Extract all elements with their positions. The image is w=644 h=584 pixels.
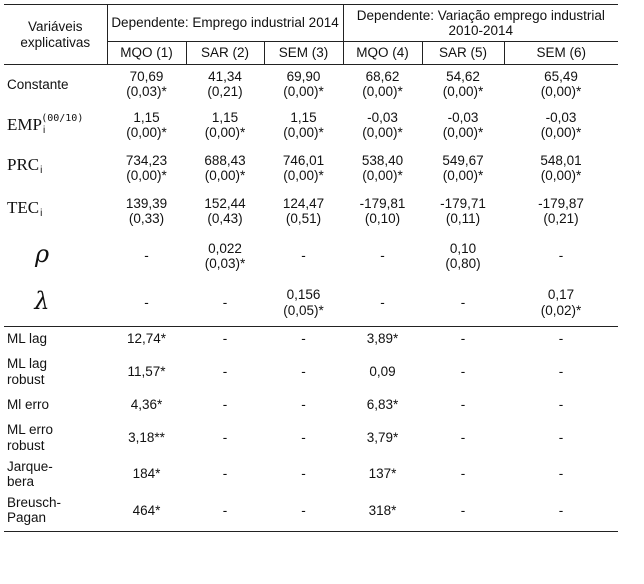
coef-value: 54,62 bbox=[446, 68, 480, 84]
coef-value: 68,62 bbox=[365, 68, 400, 84]
model-header-3: SEM (3) bbox=[264, 42, 343, 65]
coef-cell bbox=[422, 280, 504, 327]
model-header-4: MQO (4) bbox=[343, 42, 422, 65]
coef-value: 549,67 bbox=[442, 152, 484, 168]
coef-row bbox=[4, 280, 618, 327]
test-value: - bbox=[186, 490, 264, 532]
coef-cell bbox=[343, 147, 422, 190]
pvalue: (0,00)* bbox=[362, 125, 403, 140]
coef-value: - bbox=[301, 248, 306, 264]
pvalue: (0,10) bbox=[364, 211, 401, 226]
pvalue: (0,00)* bbox=[126, 168, 167, 183]
coef-value: - bbox=[460, 295, 466, 310]
pvalue: (0,00)* bbox=[442, 168, 484, 183]
explanatory-vars-header: Variáveis explicativas bbox=[4, 5, 107, 65]
pvalue: (0,00)* bbox=[283, 84, 324, 100]
pvalue: (0,00)* bbox=[362, 168, 403, 183]
coef-cell bbox=[343, 190, 422, 233]
variable-symbol: EMP bbox=[7, 115, 42, 135]
test-value: - bbox=[504, 327, 618, 351]
coef-cell bbox=[107, 233, 186, 280]
model-header-5: SAR (5) bbox=[422, 42, 504, 65]
test-value: - bbox=[558, 429, 564, 445]
test-value: 3,89* bbox=[343, 327, 422, 351]
test-value: - bbox=[301, 363, 306, 379]
test-value: - bbox=[422, 327, 504, 351]
row-label bbox=[4, 233, 107, 280]
regression-table-container bbox=[4, 4, 618, 532]
pvalue: (0,21) bbox=[207, 84, 243, 100]
coef-cell bbox=[343, 233, 422, 280]
row-label bbox=[4, 280, 107, 327]
coef-cell bbox=[264, 233, 343, 280]
pvalue: (0,00)* bbox=[540, 125, 582, 140]
coef-cell bbox=[264, 104, 343, 147]
model-header-1: MQO (1) bbox=[107, 42, 186, 65]
coef-cell bbox=[504, 190, 618, 233]
test-row bbox=[4, 393, 618, 417]
pvalue: (0,05)* bbox=[283, 302, 324, 318]
coef-cell bbox=[264, 190, 343, 233]
test-value: 12,74* bbox=[107, 327, 186, 351]
variable-subscript: i bbox=[40, 208, 43, 220]
pvalue: (0,11) bbox=[445, 211, 481, 226]
pvalue: (0,80) bbox=[445, 256, 481, 271]
coef-cell bbox=[107, 147, 186, 190]
test-value: - bbox=[422, 490, 504, 532]
coef-cell bbox=[343, 104, 422, 147]
coef-row bbox=[4, 190, 618, 233]
pvalue: (0,00)* bbox=[442, 84, 484, 100]
test-value: - bbox=[460, 363, 466, 379]
pvalue: (0,00)* bbox=[362, 84, 403, 100]
variable-symbol: PRC bbox=[7, 155, 40, 175]
test-value: 3,18** bbox=[128, 429, 165, 445]
pvalue: (0,00)* bbox=[540, 168, 582, 183]
coef-value: 688,43 bbox=[204, 152, 246, 168]
test-value: 184* bbox=[132, 466, 161, 482]
pvalue: (0,51) bbox=[285, 211, 322, 226]
group1-header: Dependente: Emprego industrial 2014 bbox=[107, 5, 343, 42]
pvalue: (0,21) bbox=[543, 211, 579, 226]
coef-cell bbox=[504, 280, 618, 327]
test-value: 6,83* bbox=[366, 396, 399, 412]
greek-symbol: λ bbox=[34, 286, 50, 315]
test-label: Breusch-Pagan bbox=[4, 490, 107, 532]
coef-value: 0,156 bbox=[286, 287, 321, 303]
coef-cell bbox=[422, 147, 504, 190]
table-body bbox=[4, 5, 618, 532]
coef-cell bbox=[107, 190, 186, 233]
coef-cell bbox=[504, 233, 618, 280]
coef-value: 1,15 bbox=[211, 109, 239, 125]
regression-results-table bbox=[4, 4, 618, 532]
coef-cell bbox=[264, 280, 343, 327]
test-value: - bbox=[186, 327, 264, 351]
coef-cell bbox=[107, 104, 186, 147]
test-row bbox=[4, 459, 618, 490]
pvalue: (0,00)* bbox=[126, 125, 167, 140]
pvalue: (0,03)* bbox=[126, 84, 167, 100]
coef-value: 1,15 bbox=[133, 109, 160, 125]
test-row bbox=[4, 351, 618, 393]
coef-value: 0,022 bbox=[208, 240, 242, 256]
test-row bbox=[4, 417, 618, 459]
coef-value: -179,87 bbox=[538, 195, 584, 211]
coef-cell bbox=[186, 65, 264, 104]
test-label: ML lag bbox=[4, 327, 107, 351]
coef-value: -0,03 bbox=[367, 109, 398, 125]
coef-cell bbox=[504, 65, 618, 104]
variable-subscript: i bbox=[42, 125, 46, 137]
pvalue: (0,00)* bbox=[442, 125, 484, 140]
test-value: - bbox=[301, 396, 306, 412]
pvalue: (0,00)* bbox=[283, 168, 324, 183]
variable-symbol: TEC bbox=[7, 198, 40, 218]
row-label bbox=[4, 104, 107, 147]
pvalue: (0,00)* bbox=[204, 168, 246, 183]
coef-value: 152,44 bbox=[204, 195, 246, 211]
test-value: - bbox=[558, 466, 564, 482]
variable-subscript: i bbox=[40, 165, 43, 177]
pvalue: (0,00)* bbox=[204, 125, 246, 140]
coef-cell bbox=[422, 104, 504, 147]
test-row bbox=[4, 327, 618, 351]
coef-value: -179,81 bbox=[359, 195, 406, 211]
coef-value: 65,49 bbox=[544, 68, 578, 84]
group2-header: Dependente: Variação emprego industrial 2010-2014 bbox=[343, 5, 618, 42]
test-value: - bbox=[460, 396, 466, 412]
coef-row bbox=[4, 147, 618, 190]
coef-cell bbox=[186, 233, 264, 280]
variable-superscript: (00/10) bbox=[41, 113, 84, 125]
test-value: - bbox=[301, 429, 306, 445]
test-value: 11,57* bbox=[127, 363, 166, 379]
model-header-2: SAR (2) bbox=[186, 42, 264, 65]
coef-cell bbox=[186, 280, 264, 327]
coef-value: 538,40 bbox=[361, 152, 404, 168]
coef-cell bbox=[422, 190, 504, 233]
coef-value: -0,03 bbox=[545, 109, 577, 125]
coef-cell bbox=[343, 65, 422, 104]
coef-cell bbox=[186, 190, 264, 233]
coef-cell bbox=[186, 104, 264, 147]
coef-row bbox=[4, 104, 618, 147]
coef-cell bbox=[504, 104, 618, 147]
test-value: - bbox=[558, 396, 564, 412]
coef-value: 0,17 bbox=[547, 287, 575, 303]
test-value: - bbox=[504, 490, 618, 532]
test-value: - bbox=[460, 429, 466, 445]
pvalue: (0,00)* bbox=[540, 84, 582, 100]
pvalue: (0,02)* bbox=[540, 302, 582, 318]
test-value: - bbox=[264, 327, 343, 351]
test-value: 4,36* bbox=[130, 396, 163, 412]
coef-value: - bbox=[144, 295, 149, 310]
coef-cell bbox=[504, 147, 618, 190]
test-value: - bbox=[222, 429, 228, 445]
coef-value: - bbox=[380, 248, 385, 264]
coef-value: 0,10 bbox=[449, 240, 477, 256]
coef-value: - bbox=[380, 295, 385, 310]
test-value: 464* bbox=[107, 490, 186, 532]
coef-value: - bbox=[222, 295, 228, 310]
coef-value: 734,23 bbox=[125, 152, 168, 168]
test-value: 3,79* bbox=[366, 429, 399, 445]
coef-row bbox=[4, 65, 618, 104]
test-label: ML lag robust bbox=[7, 356, 48, 387]
test-value: 318* bbox=[343, 490, 422, 532]
pvalue: (0,43) bbox=[207, 211, 243, 226]
coef-value: 1,15 bbox=[290, 109, 317, 125]
test-value: - bbox=[222, 363, 228, 379]
model-header-6: SEM (6) bbox=[504, 42, 618, 65]
coef-value: -179,71 bbox=[440, 195, 486, 211]
coef-value: - bbox=[144, 248, 149, 264]
test-value: - bbox=[558, 363, 564, 379]
coef-cell bbox=[422, 65, 504, 104]
test-label: Jarque-bera bbox=[7, 458, 53, 489]
coef-value: 124,47 bbox=[282, 195, 325, 211]
coef-value: 746,01 bbox=[282, 152, 325, 168]
coef-cell bbox=[264, 65, 343, 104]
test-value: - bbox=[222, 466, 228, 482]
coef-value: 139,39 bbox=[125, 195, 168, 211]
coef-value: -0,03 bbox=[447, 109, 479, 125]
row-label: Constante bbox=[7, 76, 69, 92]
coef-value: - bbox=[558, 248, 564, 264]
coef-cell bbox=[107, 65, 186, 104]
greek-symbol: ρ bbox=[34, 239, 50, 268]
coef-value: 70,69 bbox=[129, 68, 164, 84]
coef-value: 41,34 bbox=[208, 68, 242, 84]
coef-cell bbox=[107, 280, 186, 327]
test-value: 0,09 bbox=[369, 363, 396, 379]
coef-cell bbox=[186, 147, 264, 190]
test-value: - bbox=[460, 466, 466, 482]
test-value: - bbox=[301, 466, 306, 482]
row-label bbox=[4, 190, 107, 233]
test-value: - bbox=[264, 490, 343, 532]
test-value: - bbox=[222, 396, 228, 412]
coef-cell bbox=[343, 280, 422, 327]
pvalue: (0,03)* bbox=[204, 256, 246, 271]
pvalue: (0,33) bbox=[128, 211, 165, 226]
coef-cell bbox=[422, 233, 504, 280]
coef-value: 69,90 bbox=[286, 68, 321, 84]
test-label: Ml erro bbox=[7, 396, 50, 412]
coef-value: 548,01 bbox=[540, 152, 582, 168]
pvalue: (0,00)* bbox=[283, 125, 324, 140]
test-row bbox=[4, 490, 618, 532]
test-label: ML erro robust bbox=[7, 422, 54, 453]
row-label bbox=[4, 147, 107, 190]
test-value: 137* bbox=[368, 466, 397, 482]
coef-row bbox=[4, 233, 618, 280]
coef-cell bbox=[264, 147, 343, 190]
